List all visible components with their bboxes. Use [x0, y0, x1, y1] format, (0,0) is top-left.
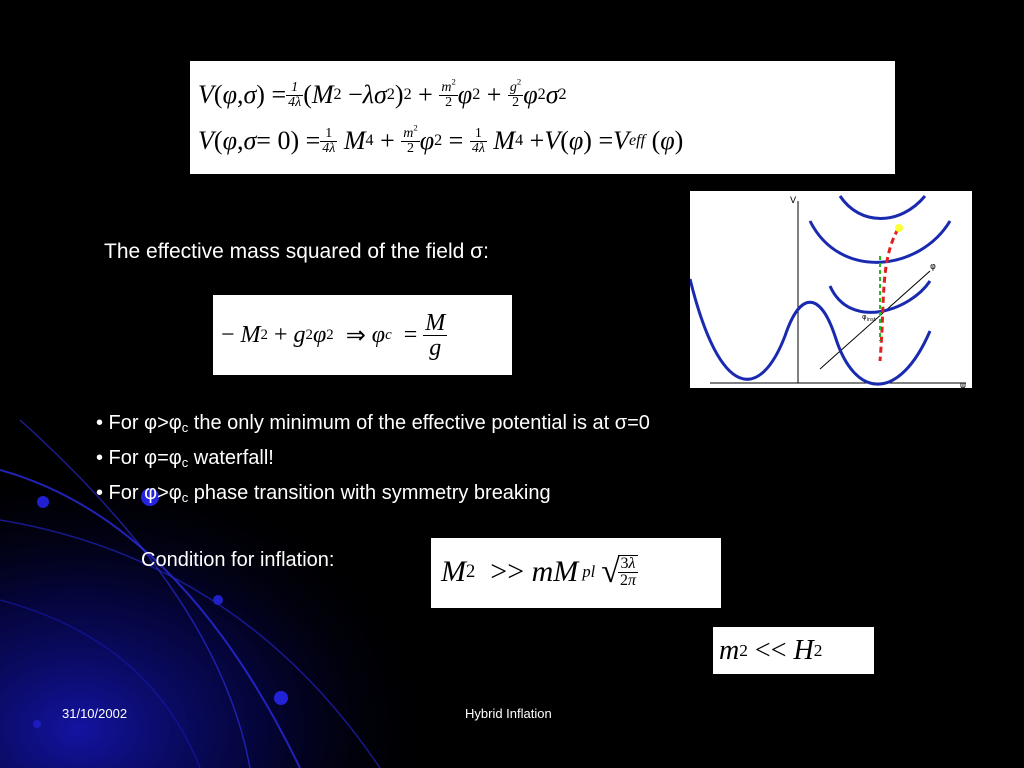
- slow-roll-condition-equation: m 2 << H 2: [713, 627, 874, 674]
- potential-plot: [690, 191, 972, 388]
- footer-date: 31/10/2002: [62, 706, 128, 721]
- bullet-item-3: • For φ>φc phase transition with symmetry breaking: [96, 482, 551, 505]
- potential-figure: [690, 191, 972, 388]
- inflation-condition-equation: M 2 >> mM pl √ $\frac{3\lambda}{2\pi}$: [431, 538, 721, 608]
- bullet-item-2: • For φ=φc waterfall!: [96, 447, 274, 470]
- footer-title: Hybrid Inflation: [465, 706, 552, 721]
- potential-equation: V ( φ , σ ) = $\frac{1}{4\lambda}$ ( M 2 − λσ 2 ) 2 + $\frac{m^2}{2}$ φ 2 + $\frac{g^2}{2}$ φ 2 σ 2: [198, 76, 567, 110]
- critical-value-equation: − M 2 + g 2 φ 2 ⇒ φ c = $\frac{M}{g}$: [213, 295, 512, 375]
- bullet-list: [96, 408, 650, 513]
- axis-psi-label: ψ: [960, 381, 966, 388]
- inflation-condition-label: Condition for inflation:: [141, 549, 335, 571]
- potential-equations: [190, 61, 895, 174]
- axis-v-label: V: [790, 196, 797, 206]
- axis-phi-label: φ: [930, 262, 936, 272]
- effective-mass-text: The effective mass squared of the field σ:: [104, 240, 489, 263]
- phi-inst-label: $\varphi_{inst}$: [862, 313, 876, 323]
- effective-potential-equation: V ( φ , σ = 0) = $\frac{1}{4\lambda}$ M 4 + $\frac{m^2}{2}$ φ 2 = $\frac{1}{4\lambda}$ M 4 + V ( φ ) = V eff ( φ ): [198, 122, 684, 156]
- bullet-item-1: • For φ>φc the only minimum of the effective potential is at σ=0: [96, 412, 650, 435]
